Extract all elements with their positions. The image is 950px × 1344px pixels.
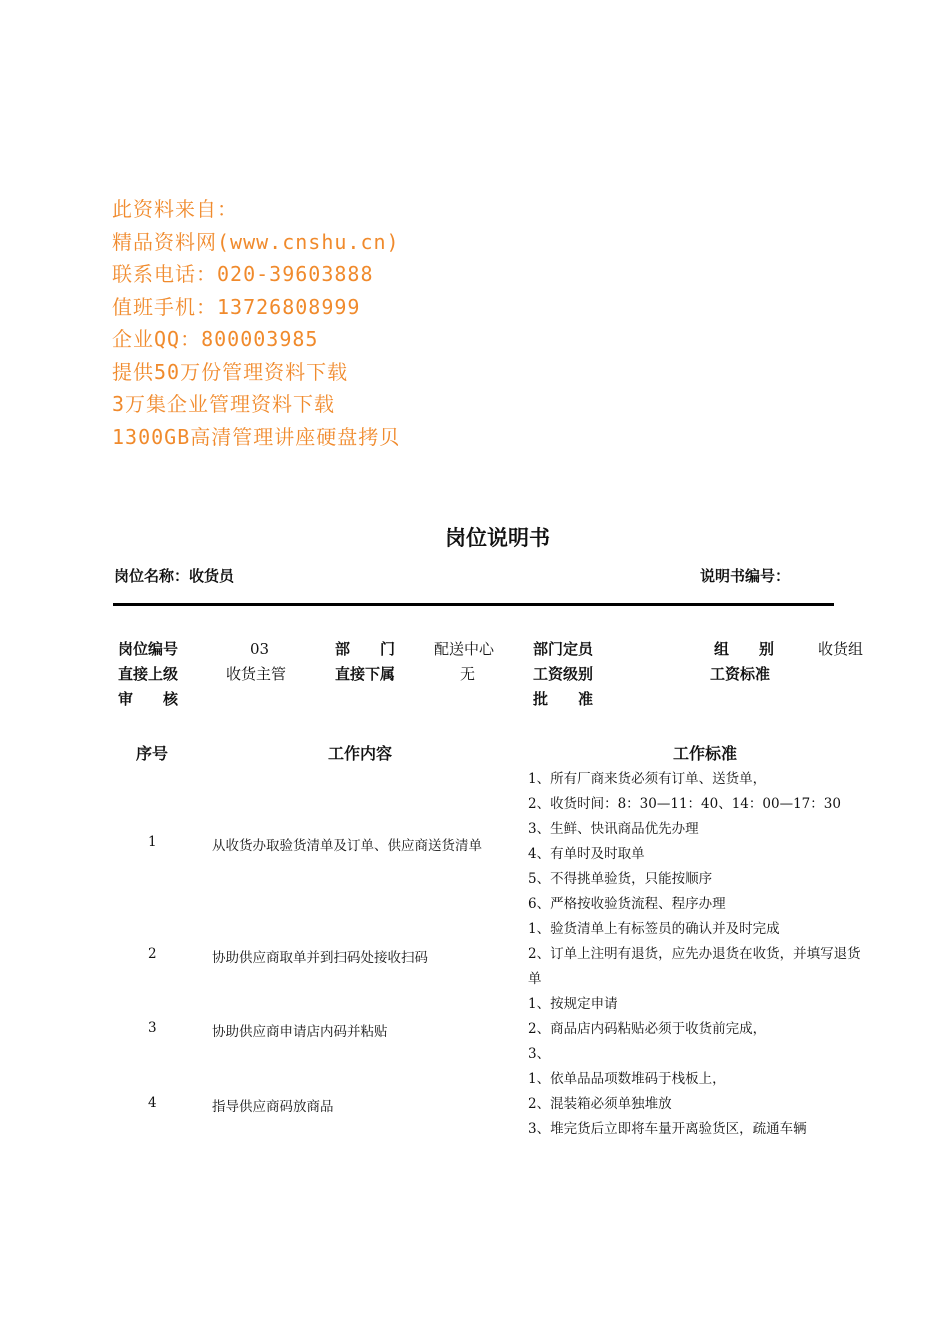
promo-line: 联系电话：020-39603888 [112,262,374,286]
row-standard-line: 5、不得挑单验货，只能按顺序 [528,871,713,887]
row-standard-line: 3、 [528,1046,551,1062]
row-standard-line: 2、收货时间：8：30—11：40、14：00—17：30 [528,796,841,812]
table-header-task: 工作内容 [328,744,393,763]
row-number: 3 [148,1020,157,1036]
row-standard-line: 单 [528,971,542,987]
review-label: 审 核 [118,690,179,708]
dept-value: 配送中心 [434,640,495,658]
document-title: 岗位说明书 [445,526,550,550]
superior-label: 直接上级 [118,665,179,683]
table-header-standard: 工作标准 [673,744,738,763]
row-task: 协助供应商申请店内码并粘贴 [212,1024,388,1040]
row-standard-line: 2、订单上注明有退货，应先办退货在收货，并填写退货 [528,946,861,962]
promo-line: 此资料来自： [112,197,238,221]
promo-line: 企业QQ：800003985 [112,327,319,351]
row-task: 协助供应商取单并到扫码处接收扫码 [212,950,428,966]
promo-line: 3万集企业管理资料下载 [112,392,336,416]
row-standard-line: 4、有单时及时取单 [528,846,645,862]
row-standard-line: 3、堆完货后立即将车量开离验货区，疏通车辆 [528,1121,807,1137]
superior-value: 收货主管 [226,665,287,683]
approve-label: 批 准 [533,690,594,708]
row-standard-line: 1、验货清单上有标签员的确认并及时完成 [528,921,780,937]
promo-block [112,193,400,453]
row-task: 从收货办取验货清单及订单、供应商送货清单 [212,838,482,854]
row-number: 1 [148,834,157,850]
row-number: 2 [148,946,157,962]
position-name-value: 收货员 [189,567,235,585]
group-label: 组 别 [714,640,775,658]
row-standard-line: 1、按规定申请 [528,996,618,1012]
divider-rule [113,603,834,606]
promo-line: 值班手机：13726808999 [112,294,361,319]
doc-number-label: 说明书编号： [700,567,791,585]
pos-code-value: 03 [250,640,270,658]
row-standard-line: 1、所有厂商来货必须有订单、送货单， [528,771,767,787]
promo-line: 1300GB高清管理讲座硬盘拷贝 [112,424,401,449]
position-name [114,565,234,586]
group-value: 收货组 [818,640,864,658]
dept-staff-label: 部门定员 [533,640,594,658]
dept-label: 部 门 [335,640,396,658]
row-standard-line: 2、混装箱必须单独堆放 [528,1096,672,1112]
row-standard-line: 2、商品店内码粘贴必须于收货前完成， [528,1021,767,1037]
row-standard-line: 1、依单品品项数堆码于栈板上， [528,1071,726,1087]
position-name-label: 岗位名称： [114,567,190,585]
promo-line: 精品资料网(www.cnshu.cn) [112,229,400,254]
pos-code-label: 岗位编号 [118,640,179,658]
subordinate-label: 直接下属 [335,665,396,683]
subordinate-value: 无 [460,665,476,683]
salary-label: 工资标准 [710,665,771,683]
row-task: 指导供应商码放商品 [212,1099,334,1115]
row-standard-line: 3、生鲜、快讯商品优先办理 [528,821,699,837]
row-number: 4 [148,1095,157,1111]
row-standard-line: 6、严格按收验货流程、程序办理 [528,896,726,912]
table-header-no: 序号 [136,744,169,763]
grade-label: 工资级别 [533,665,594,683]
promo-line: 提供50万份管理资料下载 [112,359,349,384]
